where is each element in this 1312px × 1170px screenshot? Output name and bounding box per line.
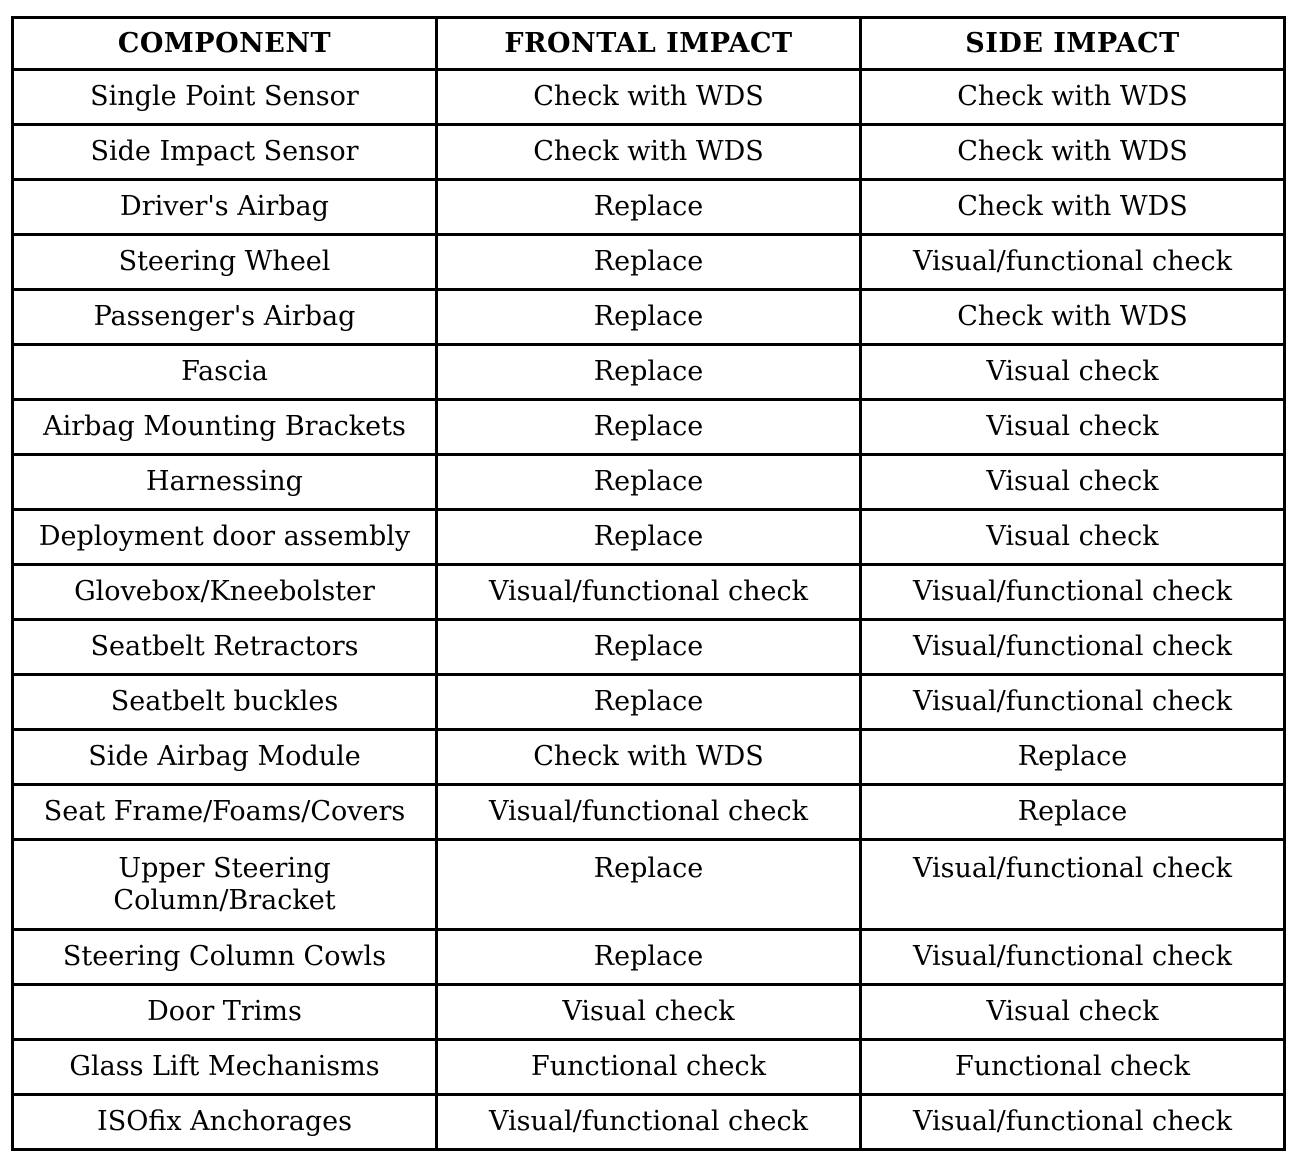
- table-row: [13, 1095, 1285, 1150]
- side-impact-cell: Visual check: [861, 345, 1285, 400]
- table-row: [13, 840, 1285, 930]
- component-cell: Seatbelt buckles: [13, 675, 437, 730]
- side-impact-cell: Visual/functional check: [861, 675, 1285, 730]
- side-impact-cell: Visual/functional check: [861, 1095, 1285, 1150]
- component-cell: Glass Lift Mechanisms: [13, 1040, 437, 1095]
- frontal-impact-cell: Replace: [437, 345, 861, 400]
- table-row: [13, 455, 1285, 510]
- side-impact-cell: Visual check: [861, 400, 1285, 455]
- frontal-impact-cell: Visual/functional check: [437, 785, 861, 840]
- component-cell: ISOfix Anchorages: [13, 1095, 437, 1150]
- table-row: [13, 125, 1285, 180]
- table-row: [13, 620, 1285, 675]
- table-row: [13, 565, 1285, 620]
- side-impact-cell: Visual/functional check: [861, 620, 1285, 675]
- side-impact-cell: Replace: [861, 730, 1285, 785]
- table-header-row: [13, 18, 1285, 70]
- impact-check-table-wrapper: [11, 16, 1283, 1151]
- side-impact-cell: Visual/functional check: [861, 930, 1285, 985]
- table-row: [13, 1040, 1285, 1095]
- side-impact-cell: Visual check: [861, 455, 1285, 510]
- frontal-impact-cell: Visual/functional check: [437, 1095, 861, 1150]
- frontal-impact-cell: Check with WDS: [437, 70, 861, 125]
- side-impact-cell: Functional check: [861, 1040, 1285, 1095]
- table-row: [13, 675, 1285, 730]
- frontal-impact-cell: Replace: [437, 180, 861, 235]
- component-cell: Upper Steering Column/Bracket: [13, 840, 437, 930]
- side-impact-cell: Check with WDS: [861, 180, 1285, 235]
- header-component: COMPONENT: [13, 18, 437, 70]
- component-cell: Single Point Sensor: [13, 70, 437, 125]
- frontal-impact-cell: Replace: [437, 840, 861, 930]
- table-row: [13, 730, 1285, 785]
- frontal-impact-cell: Check with WDS: [437, 125, 861, 180]
- frontal-impact-cell: Visual check: [437, 985, 861, 1040]
- component-cell: Driver's Airbag: [13, 180, 437, 235]
- component-cell: Deployment door assembly: [13, 510, 437, 565]
- table-row: [13, 180, 1285, 235]
- component-cell: Steering Column Cowls: [13, 930, 437, 985]
- component-cell: Side Airbag Module: [13, 730, 437, 785]
- table-row: [13, 985, 1285, 1040]
- frontal-impact-cell: Functional check: [437, 1040, 861, 1095]
- component-cell: Door Trims: [13, 985, 437, 1040]
- side-impact-cell: Visual check: [861, 510, 1285, 565]
- component-cell: Steering Wheel: [13, 235, 437, 290]
- table-row: [13, 400, 1285, 455]
- frontal-impact-cell: Replace: [437, 290, 861, 345]
- component-cell: Passenger's Airbag: [13, 290, 437, 345]
- frontal-impact-cell: Visual/functional check: [437, 565, 861, 620]
- frontal-impact-cell: Replace: [437, 400, 861, 455]
- component-cell: Harnessing: [13, 455, 437, 510]
- header-side-impact: SIDE IMPACT: [861, 18, 1285, 70]
- side-impact-cell: Visual/functional check: [861, 840, 1285, 930]
- frontal-impact-cell: Check with WDS: [437, 730, 861, 785]
- component-cell: Side Impact Sensor: [13, 125, 437, 180]
- table-row: [13, 70, 1285, 125]
- component-cell: Seat Frame/Foams/Covers: [13, 785, 437, 840]
- side-impact-cell: Check with WDS: [861, 290, 1285, 345]
- side-impact-cell: Check with WDS: [861, 125, 1285, 180]
- frontal-impact-cell: Replace: [437, 510, 861, 565]
- table-row: [13, 785, 1285, 840]
- table-row: [13, 290, 1285, 345]
- frontal-impact-cell: Replace: [437, 930, 861, 985]
- side-impact-cell: Visual/functional check: [861, 565, 1285, 620]
- header-frontal-impact: FRONTAL IMPACT: [437, 18, 861, 70]
- frontal-impact-cell: Replace: [437, 620, 861, 675]
- side-impact-cell: Replace: [861, 785, 1285, 840]
- table-row: [13, 235, 1285, 290]
- impact-check-table: [11, 16, 1286, 1151]
- component-cell: Seatbelt Retractors: [13, 620, 437, 675]
- table-row: [13, 510, 1285, 565]
- table-row: [13, 930, 1285, 985]
- component-cell: Glovebox/Kneebolster: [13, 565, 437, 620]
- frontal-impact-cell: Replace: [437, 675, 861, 730]
- component-cell: Airbag Mounting Brackets: [13, 400, 437, 455]
- table-row: [13, 345, 1285, 400]
- component-cell: Fascia: [13, 345, 437, 400]
- side-impact-cell: Visual/functional check: [861, 235, 1285, 290]
- side-impact-cell: Check with WDS: [861, 70, 1285, 125]
- frontal-impact-cell: Replace: [437, 235, 861, 290]
- side-impact-cell: Visual check: [861, 985, 1285, 1040]
- frontal-impact-cell: Replace: [437, 455, 861, 510]
